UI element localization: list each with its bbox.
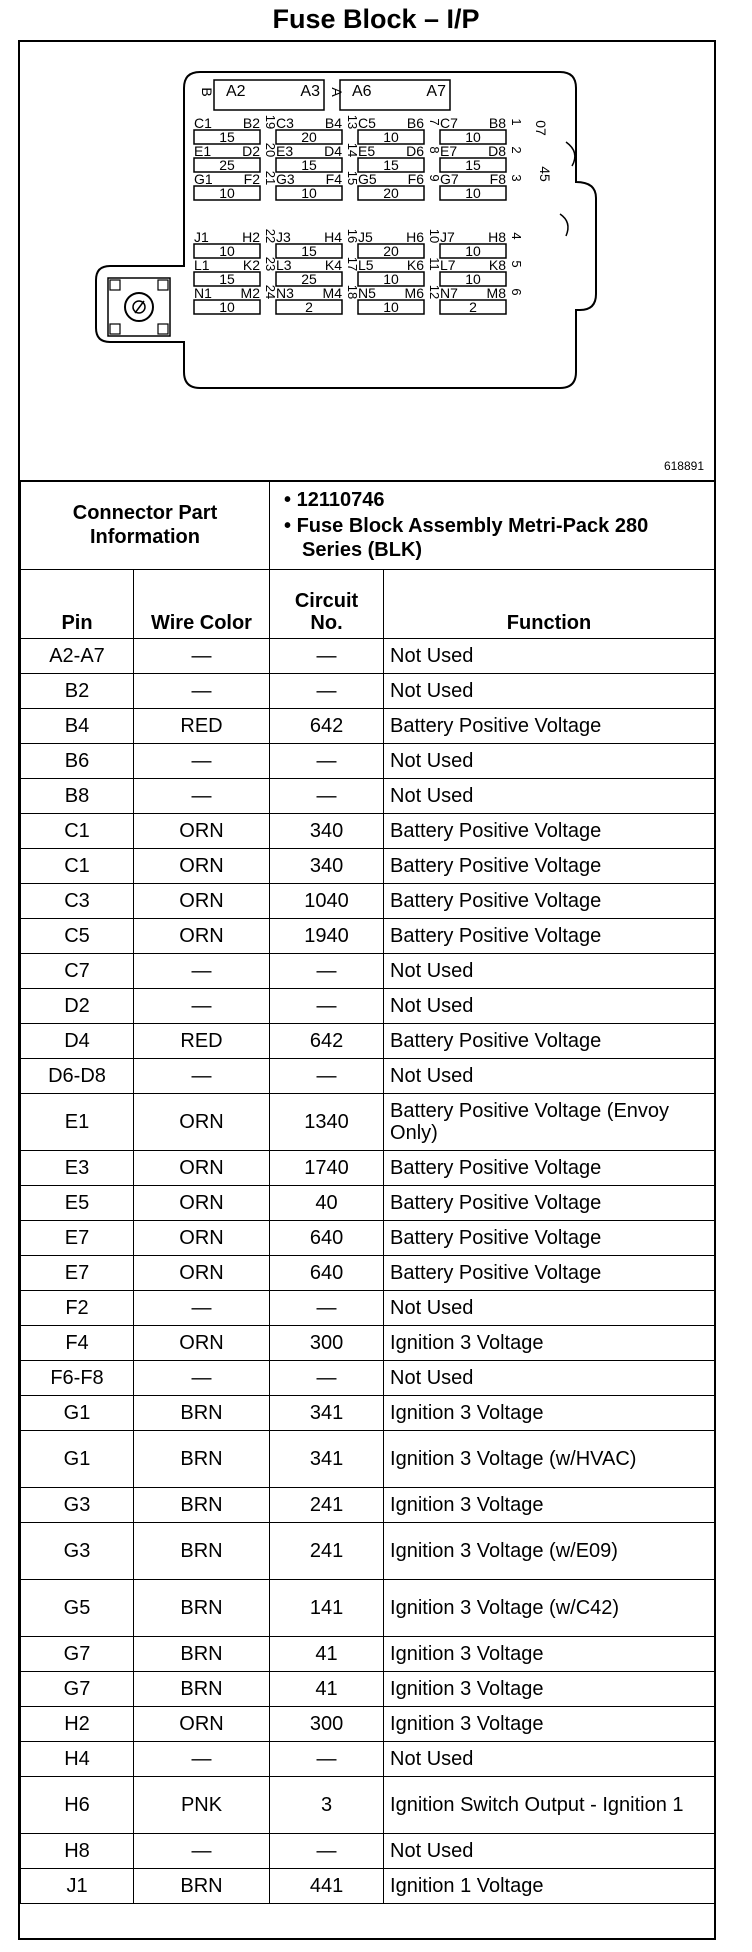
cavity-label: L3 (276, 257, 292, 273)
pin: F2 (21, 1291, 134, 1326)
connector-description: • Fuse Block Assembly Metri-Pack 280 Series (BLK) (284, 515, 649, 561)
pin: G3 (21, 1523, 134, 1580)
fuse-block-diagram (20, 42, 714, 482)
cavity-label: M6 (404, 285, 424, 301)
cavity-label: M8 (486, 285, 506, 301)
cavity-label: 07 (533, 120, 549, 136)
cavity-label: B (199, 87, 215, 97)
wire-color-cell: BRN (134, 1580, 270, 1637)
table-row (21, 1523, 715, 1580)
wire-color-cell: BRN (134, 1637, 270, 1672)
circuit-cell: — (270, 1834, 384, 1869)
cavity-label: G7 (440, 171, 459, 187)
pin: E1 (21, 1094, 134, 1151)
fuse-rating: 25 (219, 157, 235, 173)
cavity-label: N3 (276, 285, 294, 301)
circuit-cell: 141 (270, 1580, 384, 1637)
cavity-label: 5 (509, 260, 524, 268)
table-row (21, 1059, 715, 1094)
cavity-label: H4 (324, 229, 342, 245)
pin: G7 (21, 1672, 134, 1707)
image-number: 618891 (663, 459, 704, 473)
pin: C5 (21, 919, 134, 954)
pin: C7 (21, 954, 134, 989)
cavity-label: N1 (194, 285, 212, 301)
fuse-rating: 15 (383, 157, 399, 173)
fuse-rating: 10 (219, 185, 235, 201)
cavity-label: H6 (406, 229, 424, 245)
pin: D6-D8 (21, 1059, 134, 1094)
table-row (21, 849, 715, 884)
table-row (21, 1361, 715, 1396)
table-row (21, 1291, 715, 1326)
function-cell: Ignition 3 Voltage (384, 1396, 715, 1431)
function-cell: Battery Positive Voltage (Envoy Only) (384, 1094, 715, 1151)
pin: E3 (21, 1151, 134, 1186)
function-cell: Not Used (384, 1834, 715, 1869)
table-row (21, 1742, 715, 1777)
fuse-rating: 10 (219, 243, 235, 259)
wire-color-cell: BRN (134, 1488, 270, 1523)
function-cell: Battery Positive Voltage (384, 1256, 715, 1291)
circuit-cell: 640 (270, 1256, 384, 1291)
function-cell: Battery Positive Voltage (384, 1151, 715, 1186)
fuse-rating: 10 (383, 129, 399, 145)
function-cell: Not Used (384, 1361, 715, 1396)
wire-color-cell: BRN (134, 1672, 270, 1707)
pin: D4 (21, 1024, 134, 1059)
cavity-label: E1 (194, 143, 212, 159)
fuse-rating: 15 (465, 157, 481, 173)
cavity-label: H8 (488, 229, 506, 245)
cavity-label: 12 (427, 284, 442, 300)
pin: G7 (21, 1637, 134, 1672)
wire-color-cell: — (134, 1059, 270, 1094)
pin: D2 (21, 989, 134, 1024)
fuse-rating: 15 (219, 271, 235, 287)
function-cell: Battery Positive Voltage (384, 884, 715, 919)
function-cell: Ignition 3 Voltage (384, 1707, 715, 1742)
cavity-label: N7 (440, 285, 458, 301)
cavity-label: 6 (509, 288, 524, 296)
cavity-label: E7 (440, 143, 458, 159)
cavity-label: 15 (345, 170, 360, 186)
fuse-rating: 15 (219, 129, 235, 145)
pin: C1 (21, 814, 134, 849)
table-row (21, 1186, 715, 1221)
cavity-label: M2 (240, 285, 260, 301)
connector-part-number: • 12110746 (284, 489, 385, 511)
wire-color-cell: — (134, 639, 270, 674)
function-cell: Battery Positive Voltage (384, 849, 715, 884)
cavity-label: M4 (322, 285, 342, 301)
circuit-cell: 41 (270, 1637, 384, 1672)
fuse-rating: 20 (301, 129, 317, 145)
function-cell: Battery Positive Voltage (384, 814, 715, 849)
cavity-label: A6 (352, 83, 372, 100)
wire-color-cell: ORN (134, 1326, 270, 1361)
cavity-label: 22 (263, 228, 278, 244)
housing-notch (560, 214, 568, 236)
circuit-cell: 1940 (270, 919, 384, 954)
cavity-label: 16 (345, 228, 360, 244)
pin: E7 (21, 1256, 134, 1291)
cavity-label: 19 (263, 114, 278, 130)
table-row (21, 779, 715, 814)
cavity-label: 14 (345, 142, 360, 158)
housing-notch (566, 142, 575, 166)
wire-color-cell: ORN (134, 919, 270, 954)
table-row (21, 674, 715, 709)
fuse-rating: 15 (301, 157, 317, 173)
function-cell: Battery Positive Voltage (384, 1024, 715, 1059)
pin: H6 (21, 1777, 134, 1834)
cavity-label: 8 (427, 146, 442, 154)
cavity-label: A7 (426, 83, 446, 100)
wire-color-cell: RED (134, 709, 270, 744)
fuse-rating: 2 (305, 299, 313, 315)
table-row (21, 639, 715, 674)
cavity-label: K6 (406, 257, 424, 273)
wire-color-cell: BRN (134, 1523, 270, 1580)
wire-color-cell: BRN (134, 1396, 270, 1431)
table-row (21, 1431, 715, 1488)
cavity-label: K2 (242, 257, 260, 273)
pin: B6 (21, 744, 134, 779)
fuse-rating: 10 (465, 271, 481, 287)
function-cell: Battery Positive Voltage (384, 709, 715, 744)
circuit-cell: 40 (270, 1186, 384, 1221)
wire-color-cell: — (134, 744, 270, 779)
fuse-rating: 20 (383, 185, 399, 201)
wire-color-cell: BRN (134, 1431, 270, 1488)
pin: E5 (21, 1186, 134, 1221)
circuit-cell: 340 (270, 849, 384, 884)
cavity-label: L5 (358, 257, 374, 273)
pin: G1 (21, 1431, 134, 1488)
wire-color-cell: ORN (134, 1094, 270, 1151)
cavity-label: B4 (324, 115, 342, 131)
cavity-label: J7 (440, 229, 455, 245)
pin: G5 (21, 1580, 134, 1637)
function-cell: Ignition 3 Voltage (384, 1488, 715, 1523)
cavity-label: 23 (263, 256, 278, 272)
cavity-label: N5 (358, 285, 376, 301)
cavity-label: E3 (276, 143, 294, 159)
cavity-label: B2 (242, 115, 260, 131)
function-cell: Battery Positive Voltage (384, 1186, 715, 1221)
pin: C3 (21, 884, 134, 919)
function-cell: Not Used (384, 1742, 715, 1777)
circuit-cell: 441 (270, 1869, 384, 1904)
circuit-cell: 300 (270, 1326, 384, 1361)
cavity-label: A3 (300, 83, 320, 100)
circuit-cell: — (270, 1059, 384, 1094)
pin: B4 (21, 709, 134, 744)
cavity-label: 7 (427, 118, 442, 126)
function-cell: Not Used (384, 674, 715, 709)
cavity-label: J5 (358, 229, 373, 245)
table-row (21, 814, 715, 849)
cavity-label: 13 (345, 114, 360, 130)
table-row (21, 1707, 715, 1742)
wire-color-cell: ORN (134, 1221, 270, 1256)
pin: B2 (21, 674, 134, 709)
wire-color-cell: — (134, 1742, 270, 1777)
col-function: Function (384, 570, 715, 639)
wire-color-cell: ORN (134, 1186, 270, 1221)
cavity-label: B8 (488, 115, 506, 131)
table-row (21, 1396, 715, 1431)
table-row (21, 1834, 715, 1869)
cavity-label: 2 (509, 146, 524, 154)
fuse-rating: 10 (219, 299, 235, 315)
function-cell: Not Used (384, 779, 715, 814)
circuit-cell: 642 (270, 1024, 384, 1059)
connector-corner (110, 280, 120, 290)
cavity-label: C1 (194, 115, 212, 131)
fuse-rating: 10 (465, 243, 481, 259)
fuse-rating: 10 (383, 271, 399, 287)
function-cell: Not Used (384, 639, 715, 674)
connector-table (20, 480, 715, 1904)
circuit-cell: — (270, 1361, 384, 1396)
cavity-label: 18 (345, 284, 360, 300)
circuit-cell: 341 (270, 1431, 384, 1488)
table-row (21, 1256, 715, 1291)
circuit-cell: 41 (270, 1672, 384, 1707)
circuit-cell: 241 (270, 1523, 384, 1580)
circuit-cell: — (270, 674, 384, 709)
function-cell: Ignition 3 Voltage (w/HVAC) (384, 1431, 715, 1488)
wire-color-cell: — (134, 989, 270, 1024)
circuit-cell: — (270, 1291, 384, 1326)
cavity-label: D6 (406, 143, 424, 159)
wire-color-cell: ORN (134, 1707, 270, 1742)
table-row (21, 954, 715, 989)
pin: F4 (21, 1326, 134, 1361)
fuse-block-drawing (20, 42, 714, 480)
cavity-label: A (329, 87, 345, 97)
connector-corner (158, 280, 168, 290)
pin: G3 (21, 1488, 134, 1523)
pin: H4 (21, 1742, 134, 1777)
connector-corner (110, 324, 120, 334)
circuit-cell: 1040 (270, 884, 384, 919)
circuit-cell: 1340 (270, 1094, 384, 1151)
fuse-rating: 20 (383, 243, 399, 259)
cavity-label: H2 (242, 229, 260, 245)
function-cell: Ignition 3 Voltage (w/C42) (384, 1580, 715, 1637)
circuit-cell: 300 (270, 1707, 384, 1742)
table-header (21, 570, 715, 639)
table-row (21, 1672, 715, 1707)
cavity-label: J1 (194, 229, 209, 245)
circuit-cell: 642 (270, 709, 384, 744)
function-cell: Not Used (384, 989, 715, 1024)
fuse-rating: 25 (301, 271, 317, 287)
table-row (21, 1094, 715, 1151)
pin: B8 (21, 779, 134, 814)
table-row (21, 1869, 715, 1904)
circuit-cell: — (270, 989, 384, 1024)
wire-color-cell: — (134, 1291, 270, 1326)
cavity-label: 3 (509, 174, 524, 182)
pin: H8 (21, 1834, 134, 1869)
cavity-label: 45 (537, 166, 553, 182)
function-cell: Ignition Switch Output - Ignition 1 (384, 1777, 715, 1834)
wire-color-cell: — (134, 779, 270, 814)
table-row (21, 989, 715, 1024)
table-row (21, 1326, 715, 1361)
fuse-block-document (18, 40, 716, 1940)
circuit-cell: 241 (270, 1488, 384, 1523)
table-row (21, 1151, 715, 1186)
function-cell: Battery Positive Voltage (384, 919, 715, 954)
table-row (21, 1777, 715, 1834)
function-cell: Ignition 1 Voltage (384, 1869, 715, 1904)
cavity-label: J3 (276, 229, 291, 245)
circuit-cell: — (270, 954, 384, 989)
col-circuit-no: Circuit No. (270, 570, 384, 639)
cavity-label: C5 (358, 115, 376, 131)
cavity-label: A2 (226, 83, 246, 100)
wire-color-cell: ORN (134, 849, 270, 884)
table-row (21, 744, 715, 779)
function-cell: Not Used (384, 1291, 715, 1326)
connector-corner (158, 324, 168, 334)
cavity-label: G1 (194, 171, 213, 187)
table-row (21, 1024, 715, 1059)
wire-color-cell: — (134, 674, 270, 709)
circuit-cell: 1740 (270, 1151, 384, 1186)
table-row (21, 1488, 715, 1523)
circuit-cell: 3 (270, 1777, 384, 1834)
cavity-label: F4 (325, 171, 342, 187)
pin: C1 (21, 849, 134, 884)
cavity-label: E5 (358, 143, 376, 159)
cavity-label: C3 (276, 115, 294, 131)
circuit-cell: 340 (270, 814, 384, 849)
cavity-label: G5 (358, 171, 377, 187)
fuse-rating: 10 (465, 185, 481, 201)
wire-color-cell: RED (134, 1024, 270, 1059)
col-pin: Pin (21, 570, 134, 639)
wire-color-cell: ORN (134, 814, 270, 849)
table-row (21, 884, 715, 919)
fuse-rating: 10 (301, 185, 317, 201)
cavity-label: 24 (263, 284, 278, 300)
cavity-label: B6 (406, 115, 424, 131)
wire-color-cell: — (134, 1834, 270, 1869)
function-cell: Ignition 3 Voltage (384, 1637, 715, 1672)
function-cell: Not Used (384, 744, 715, 779)
col-wire-color: Wire Color (134, 570, 270, 639)
table-row (21, 1637, 715, 1672)
function-cell: Battery Positive Voltage (384, 1221, 715, 1256)
table-row (21, 709, 715, 744)
wire-color-cell: ORN (134, 884, 270, 919)
cavity-label: L1 (194, 257, 210, 273)
table-row (21, 1580, 715, 1637)
pin: A2-A7 (21, 639, 134, 674)
circuit-cell: — (270, 779, 384, 814)
fuse-rating: 15 (301, 243, 317, 259)
wire-color-cell: ORN (134, 1256, 270, 1291)
cavity-label: K4 (324, 257, 342, 273)
circuit-cell: — (270, 639, 384, 674)
fuse-rating: 10 (383, 299, 399, 315)
pin: E7 (21, 1221, 134, 1256)
cavity-label: D4 (324, 143, 342, 159)
fuse-rating: 10 (465, 129, 481, 145)
pin: F6-F8 (21, 1361, 134, 1396)
function-cell: Ignition 3 Voltage (384, 1672, 715, 1707)
cavity-label: K8 (488, 257, 506, 273)
cavity-label: D2 (242, 143, 260, 159)
pin: G1 (21, 1396, 134, 1431)
pin: H2 (21, 1707, 134, 1742)
cavity-label: C7 (440, 115, 458, 131)
table-row (21, 1221, 715, 1256)
wire-color-cell: — (134, 1361, 270, 1396)
cavity-label: F8 (489, 171, 506, 187)
circuit-cell: — (270, 1742, 384, 1777)
cavity-label: L7 (440, 257, 456, 273)
cavity-label: D8 (488, 143, 506, 159)
cavity-label: F6 (407, 171, 424, 187)
connector-info-label: Connector Part Information (21, 481, 270, 570)
cavity-label: 4 (509, 232, 524, 240)
cavity-label: F2 (243, 171, 260, 187)
cavity-label: 1 (509, 118, 524, 126)
connector-info-row (21, 481, 715, 570)
cavity-label: 21 (263, 170, 278, 186)
function-cell: Not Used (384, 954, 715, 989)
table-row (21, 919, 715, 954)
page-title: Fuse Block – I/P (272, 4, 480, 34)
function-cell: Not Used (384, 1059, 715, 1094)
pin: J1 (21, 1869, 134, 1904)
fuse-rating: 2 (469, 299, 477, 315)
circuit-cell: 341 (270, 1396, 384, 1431)
wire-color-cell: ORN (134, 1151, 270, 1186)
cavity-label: 10 (427, 228, 442, 244)
cavity-label: 20 (263, 142, 278, 158)
wire-color-cell: BRN (134, 1869, 270, 1904)
circuit-cell: 640 (270, 1221, 384, 1256)
connector-info-list (270, 481, 715, 570)
circuit-cell: — (270, 744, 384, 779)
cavity-label: 11 (427, 257, 442, 271)
cavity-label: 9 (427, 174, 442, 182)
function-cell: Ignition 3 Voltage (384, 1326, 715, 1361)
wire-color-cell: PNK (134, 1777, 270, 1834)
cavity-label: 17 (345, 256, 360, 272)
cavity-label: G3 (276, 171, 295, 187)
table-body (21, 639, 715, 1904)
function-cell: Ignition 3 Voltage (w/E09) (384, 1523, 715, 1580)
wire-color-cell: — (134, 954, 270, 989)
